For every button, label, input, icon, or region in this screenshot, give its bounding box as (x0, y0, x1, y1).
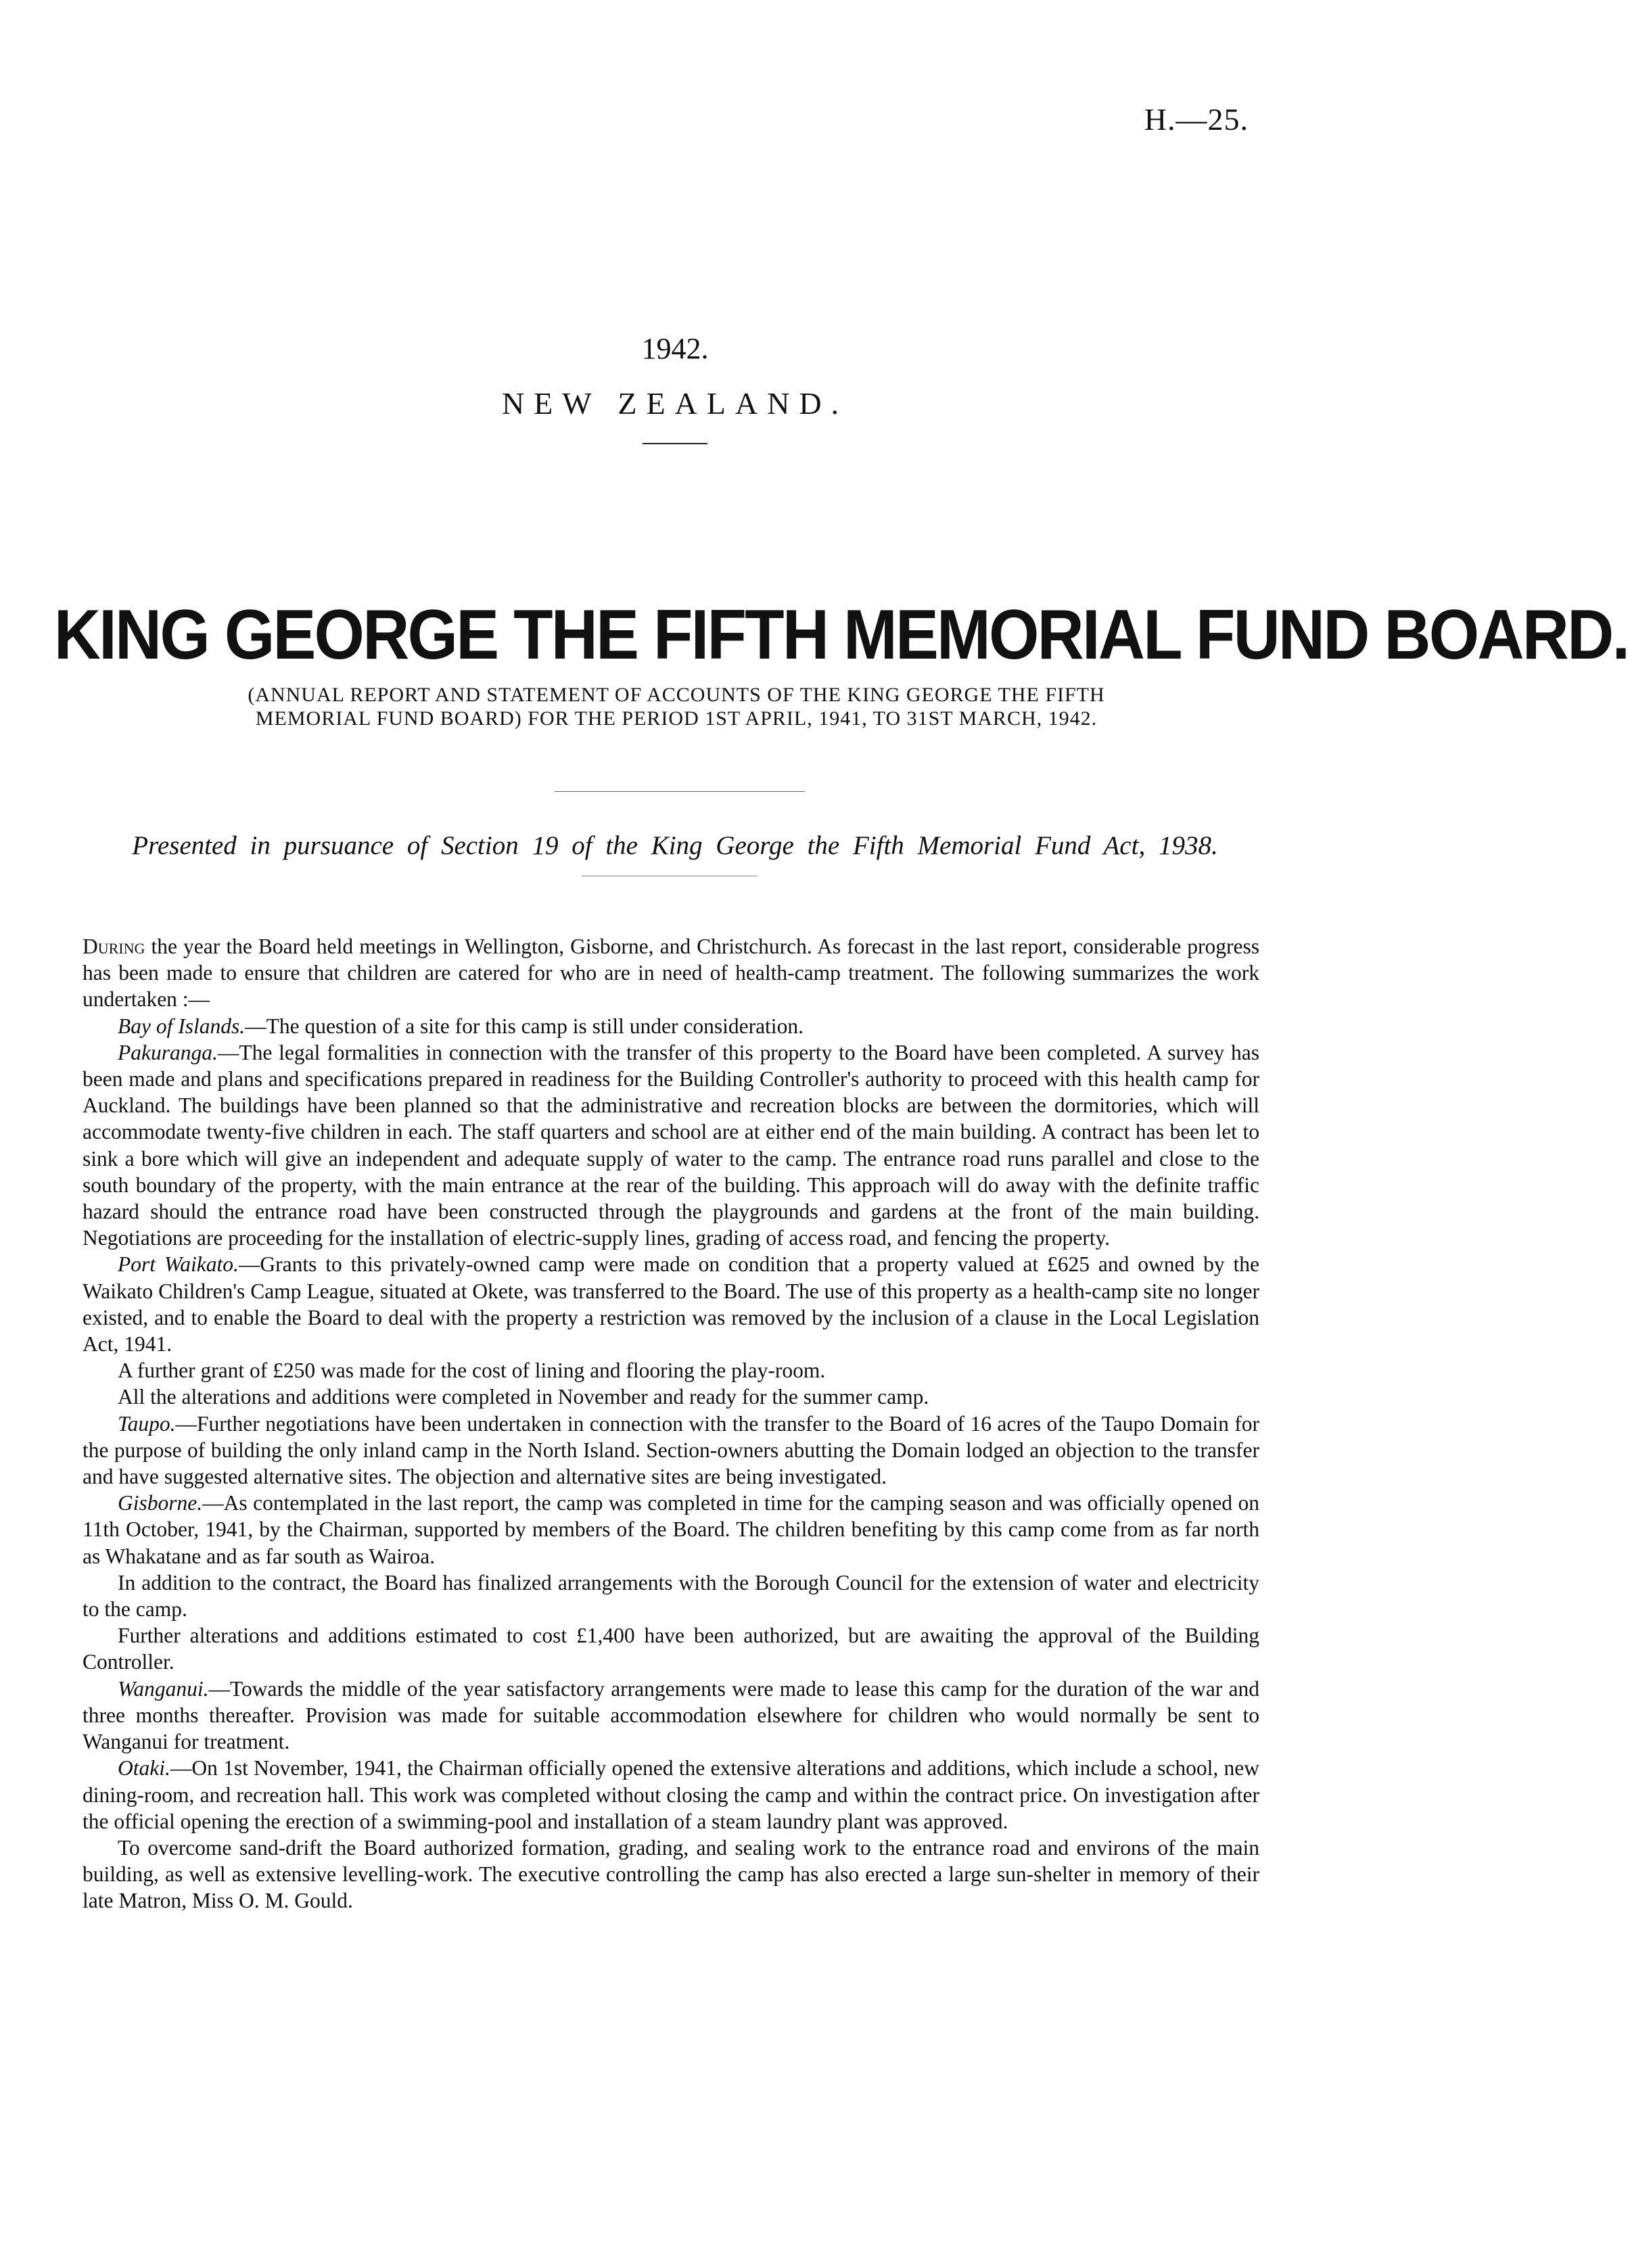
report-body (83, 933, 1259, 1914)
gisborne-contract-paragraph: In addition to the contract, the Board has finalized arrangements with the Borough Council for the extension of water and electricity to the camp. (83, 1570, 1259, 1622)
port-waikato-alterations-paragraph: All the alterations and additions were completed in November and ready for the summer camp. (118, 1385, 929, 1409)
section-text: —As contemplated in the last report, the camp was completed in time for the camping season and was officially opened on 11th October, 1941, by the Chairman, supported by members of the Board. The children benefiting by this camp come from as far north as Whakatane and as far south as Wairoa. (83, 1491, 1259, 1568)
gisborne-paragraph (83, 1490, 1259, 1569)
document-title: KING GEORGE THE FIFTH MEMORIAL FUND BOARD. (53, 596, 1628, 674)
country-heading: NEW ZEALAND. (501, 386, 849, 421)
section-heading: Otaki. (118, 1756, 170, 1780)
document-subtitle (135, 683, 1217, 730)
section-heading: Gisborne. (118, 1491, 203, 1515)
section-heading: Bay of Islands. (118, 1014, 246, 1038)
section-text: —The legal formalities in connection with the transfer of this property to the Board have been completed. A survey has been made and plans and specifications prepared in readiness for the Building Controller's authority to proceed with this health camp for Auckland. The buildings have been planned so that the administrative and recreation blocks are between the dormitories, which will accommodate twenty-five children in each. The staff quarters and school are at either end of the main building. A contract has been let to sink a bore which will give an independent and adequate supply of water to the camp. The entrance road runs parallel and close to the south boundary of the property, with the main entrance at the rear of the building. This approach will do away with the definite traffic hazard should the entrance road have been constructed through the playgrounds and gardens at the front of the main building. Negotiations are proceeding for the installation of electric-supply lines, grading of access road, and fencing the property. (83, 1040, 1259, 1250)
gisborne-further-paragraph: Further alterations and additions estimated to cost £1,400 have been authorized, but are awaiting the approval of the Building Controller. (83, 1624, 1259, 1674)
pakuranga-paragraph (83, 1039, 1259, 1252)
port-waikato-grant-paragraph: A further grant of £250 was made for the cost of lining and flooring the play-room. (118, 1359, 826, 1383)
report-year: 1942. (641, 332, 709, 365)
section-text: —Further negotiations have been undertaken in connection with the transfer to the Board of 16 acres of the Taupo Domain for the purpose of building the only inland camp in the North Island. Section-owners abutting the Domain lodged an objection to the transfer and have suggested alternative sites. The objection and alternative sites are being investigated. (83, 1411, 1259, 1489)
subtitle-line: MEMORIAL FUND BOARD) FOR THE PERIOD 1ST APRIL, 1941, TO 31ST MARCH, 1942. (255, 707, 1098, 730)
intro-lead: During (83, 935, 145, 958)
presented-statement: Presented in pursuance of Section 19 of the King George the Fifth Memorial Fund Act, 1938. (132, 831, 1218, 860)
section-heading: Wanganui. (118, 1676, 209, 1701)
wanganui-paragraph (83, 1676, 1259, 1755)
subtitle-line: (ANNUAL REPORT AND STATEMENT OF ACCOUNTS OF THE KING GEORGE THE FIFTH (248, 684, 1105, 706)
section-text: —Grants to this privately-owned camp were made on condition that a property valued at £625 and owned by the Waikato Children's Camp League, situated at Okete, was transferred to the Board. The use of this property as a health-camp site no longer existed, and to enable the Board to deal with the property a restriction was removed by the inclusion of a clause in the Local Legislation Act, 1941. (83, 1252, 1259, 1356)
divider-rule (643, 443, 707, 444)
otaki-sand-paragraph: To overcome sand-drift the Board authorized formation, grading, and sealing work to the entrance road and environs of the main building, as well as extensive levelling-work. The executive controlling the camp has also erected a large sun-shelter in memory of their late Matron, Miss O. M. Gould. (83, 1835, 1259, 1913)
section-text: —Towards the middle of the year satisfactory arrangements were made to lease this camp for the duration of the war and three months thereafter. Provision was made for suitable accommodation elsewhere for children who would normally be sent to Wanganui for treatment. (83, 1676, 1259, 1754)
bay-of-islands-paragraph (83, 1013, 1259, 1039)
intro-text: the year the Board held meetings in Wellington, Gisborne, and Christchurch. As forecast in the last report, considerable progress has been made to ensure that children are catered for who are in need of health-camp treatment. The following summarizes the work undertaken :— (83, 935, 1259, 1012)
intro-paragraph (83, 933, 1259, 1013)
section-text: —On 1st November, 1941, the Chairman officially opened the extensive alterations and additions, which include a school, new dining-room, and recreation hall. This work was completed without closing the camp and within the contract price. On investigation after the official opening the erection of a swimming-pool and installation of a steam laundry plant was approved. (83, 1756, 1259, 1833)
taupo-paragraph (83, 1411, 1259, 1490)
section-heading: Pakuranga. (118, 1040, 218, 1064)
page-reference: H.—25. (1144, 102, 1249, 137)
section-text: —The question of a site for this camp is still under consideration. (245, 1014, 804, 1038)
section-heading: Taupo. (118, 1411, 176, 1436)
port-waikato-paragraph (83, 1251, 1259, 1357)
section-heading: Port Waikato. (118, 1252, 239, 1277)
divider-rule (555, 791, 805, 792)
otaki-paragraph (83, 1755, 1259, 1835)
